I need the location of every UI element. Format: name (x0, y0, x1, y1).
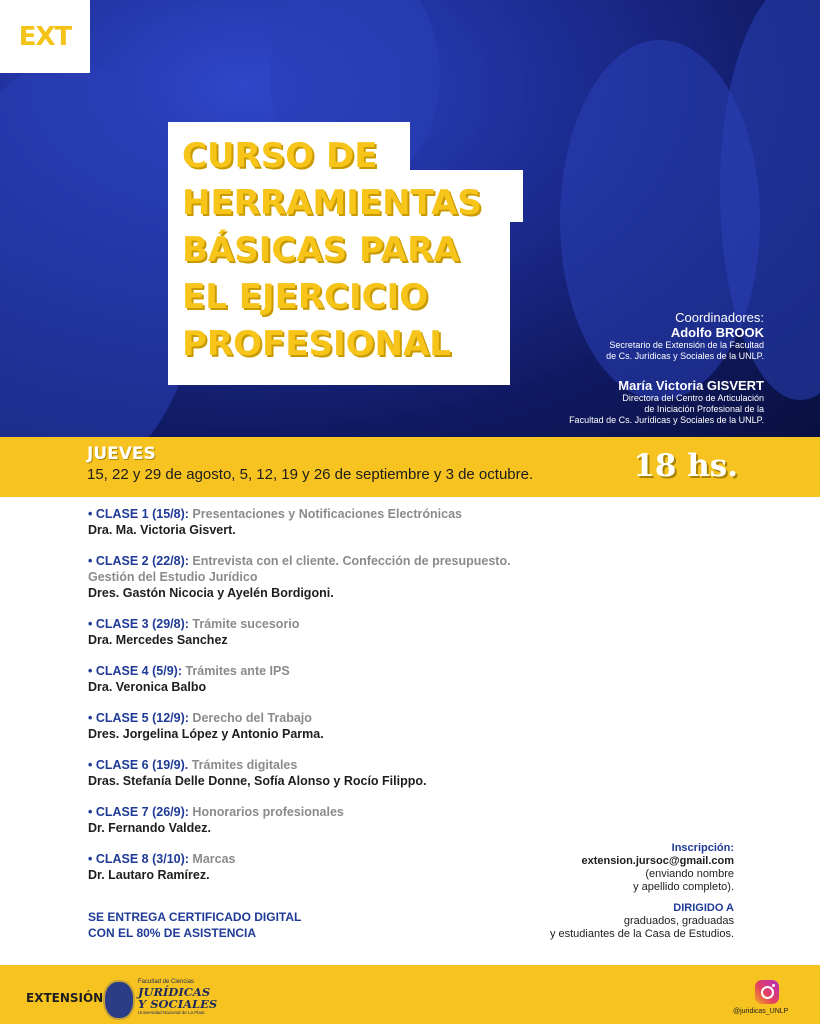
coordinators (504, 310, 764, 426)
faculty-logo (138, 979, 217, 1016)
schedule-dates: 15, 22 y 29 de agosto, 5, 12, 19 y 26 de septiembre y 3 de octubre. (87, 466, 534, 483)
audience-text: y estudiantes de la Casa de Estudios. (549, 928, 734, 940)
schedule-day: JUEVES (87, 444, 156, 464)
class-topic: Trámites ante IPS (185, 664, 290, 678)
class-code: • CLASE 2 (22/8): (88, 554, 189, 568)
list-item (88, 553, 648, 601)
title-line: CURSO DE (182, 136, 378, 176)
list-item (88, 506, 648, 538)
class-teachers: Dras. Stefanía Delle Donne, Sofía Alonso y Rocío Filippo. (88, 774, 427, 788)
class-topic: Presentaciones y Notificaciones Electrónicas (192, 507, 462, 521)
registration-info (474, 842, 734, 941)
title-line: PROFESIONAL (182, 324, 451, 364)
certificate-note (88, 909, 301, 941)
certificate-line: CON EL 80% DE ASISTENCIA (88, 926, 257, 940)
class-topic: Trámite sucesorio (192, 617, 300, 631)
course-title (182, 133, 522, 368)
list-item (88, 616, 648, 648)
class-topic: Honorarios profesionales (192, 805, 344, 819)
instagram-handle[interactable]: @juridicas_UNLP (733, 1008, 789, 1015)
schedule-time: 18 hs. (633, 448, 738, 484)
faculty-name: Y SOCIALES (138, 997, 218, 1011)
coordinator-name: Adolfo BROOK (670, 325, 764, 340)
class-code: • CLASE 7 (26/9): (88, 805, 189, 819)
certificate-line: SE ENTREGA CERTIFICADO DIGITAL (88, 910, 302, 924)
class-teachers: Dra. Mercedes Sanchez (88, 633, 228, 647)
class-code: • CLASE 6 (19/9). (88, 758, 189, 772)
class-teachers: Dra. Veronica Balbo (88, 680, 207, 694)
ext-logo: EXT (0, 0, 90, 73)
coordinator-desc: Facultad de Cs. Jurídicas y Sociales de la UNLP. (569, 415, 764, 425)
class-topic: Derecho del Trabajo (192, 711, 312, 725)
class-topic: Trámites digitales (191, 758, 298, 772)
class-code: • CLASE 5 (12/9): (88, 711, 189, 725)
coordinator-desc: de Cs. Jurídicas y Sociales de la UNLP. (606, 351, 764, 361)
extension-label: EXTENSIÓN (26, 991, 104, 1005)
registration-note: y apellido completo). (633, 881, 734, 893)
class-code: • CLASE 3 (29/8): (88, 617, 189, 631)
class-teachers: Dres. Gastón Nicocia y Ayelén Bordigoni. (88, 586, 334, 600)
registration-email[interactable]: extension.jursoc@gmail.com (581, 855, 734, 867)
list-item (88, 663, 648, 695)
list-item (88, 710, 648, 742)
title-line: HERRAMIENTAS (182, 183, 482, 223)
class-code: • CLASE 1 (15/8): (88, 507, 189, 521)
class-teachers: Dra. Ma. Victoria Gisvert. (88, 523, 236, 537)
university-name: Universidad Nacional de La Plata (138, 1010, 205, 1015)
audience-text: graduados, graduadas (623, 915, 734, 927)
faculty-name: JURÍDICAS (138, 985, 211, 999)
instagram-icon[interactable] (755, 980, 779, 1004)
coordinator-desc: Directora del Centro de Articulación (622, 393, 764, 403)
class-teachers: Dr. Fernando Valdez. (88, 821, 211, 835)
registration-heading: Inscripción: (671, 842, 734, 854)
coordinators-label: Coordinadores: (675, 310, 764, 325)
class-code: • CLASE 4 (5/9): (88, 664, 182, 678)
audience-heading: DIRIGIDO A (673, 902, 734, 914)
class-code: • CLASE 8 (3/10): (88, 852, 189, 866)
class-topic: Gestión del Estudio Jurídico (88, 570, 258, 584)
list-item (88, 757, 648, 789)
title-line: BÁSICAS PARA (182, 230, 460, 270)
title-line: EL EJERCICIO (182, 277, 429, 317)
class-topic: Marcas (192, 852, 236, 866)
faculty-small-text: Facultad de Ciencias (138, 979, 195, 985)
class-teachers: Dr. Lautaro Ramírez. (88, 868, 210, 882)
class-list (88, 506, 648, 898)
coordinator-desc: Secretario de Extensión de la Facultad (609, 340, 764, 350)
coordinator-name: María Victoria GISVERT (618, 378, 764, 393)
registration-note: (enviando nombre (645, 868, 734, 880)
class-teachers: Dres. Jorgelina López y Antonio Parma. (88, 727, 324, 741)
coordinator-desc: de Iniciación Profesional de la (644, 404, 764, 414)
class-topic: Entrevista con el cliente. Confección de presupuesto. (192, 554, 511, 568)
list-item (88, 804, 648, 836)
university-seal-icon (103, 980, 135, 1020)
